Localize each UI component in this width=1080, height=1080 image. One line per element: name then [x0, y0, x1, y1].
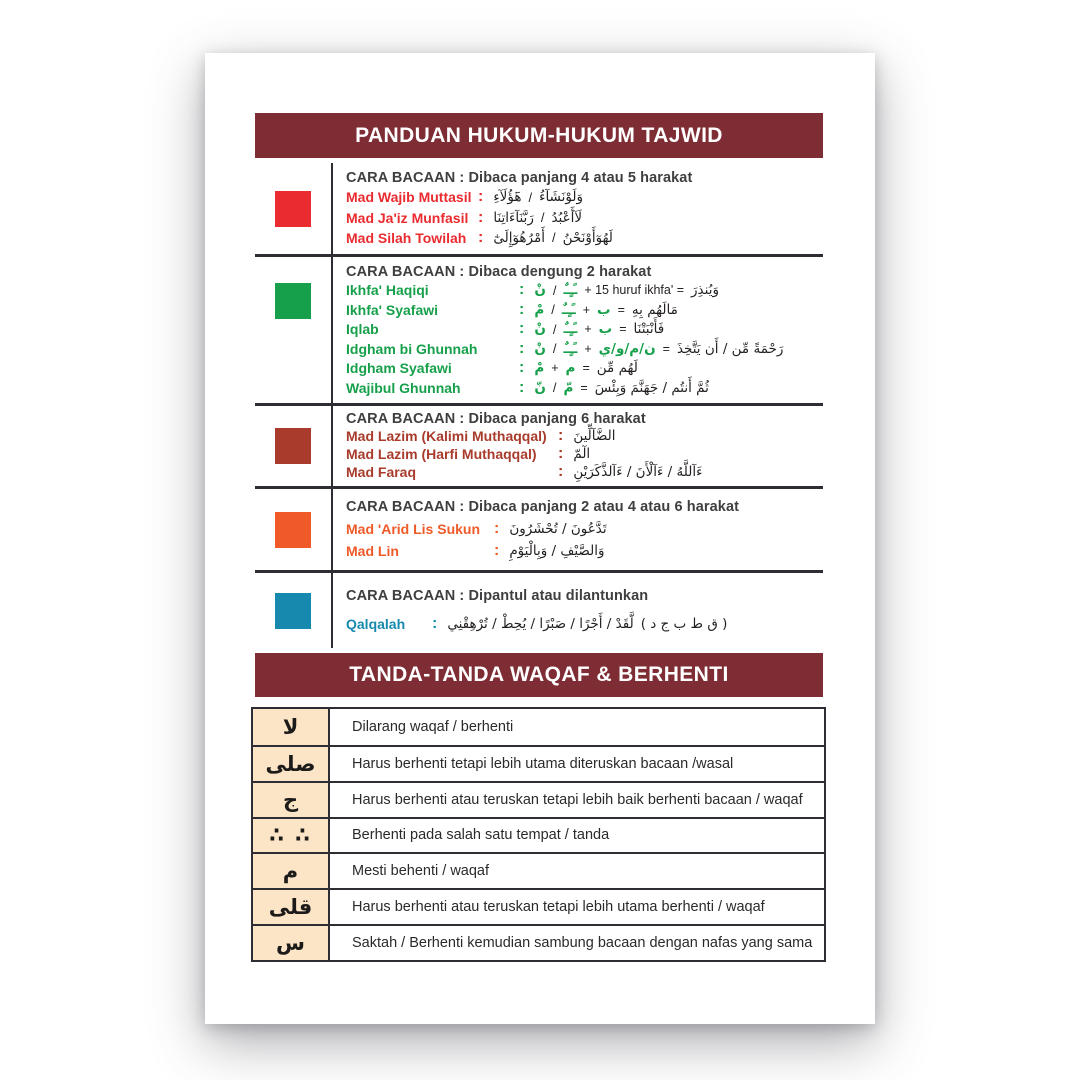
arabic-example: لَآأَعْبُدُ	[551, 209, 583, 226]
arabic-symbol: نّ	[534, 379, 546, 396]
formula-text: +	[551, 361, 559, 375]
formula-text: /	[551, 302, 555, 317]
rule-row	[346, 463, 823, 481]
panjang-2-4-6-color-swatch	[275, 512, 311, 548]
formula-text: /	[552, 282, 557, 298]
rule-row	[346, 209, 823, 227]
waqaf-sign-symbol: س	[253, 926, 330, 960]
waqaf-sign-meaning: Harus berhenti atau teruskan tetapi lebih utama berhenti / waqaf	[352, 899, 765, 916]
rule-label: Mad Silah Towilah	[346, 229, 467, 246]
waqaf-table-row	[253, 888, 824, 924]
formula-text: =	[619, 322, 627, 336]
color-swatch-cell	[255, 573, 331, 648]
rule-examples	[573, 446, 590, 462]
rule-colon: :	[519, 300, 525, 318]
arabic-example: الٓمّ	[573, 446, 591, 462]
arabic-symbol: ـًـٍـٌ	[561, 301, 576, 318]
arabic-symbol: ن/م/و/ي	[598, 340, 656, 357]
formula-text: /	[552, 321, 557, 337]
arabic-example: هَٓؤُلَآءِ	[493, 189, 522, 206]
rule-colon: :	[519, 320, 525, 337]
arabic-example: فَأَنْبَتْنَا	[633, 321, 665, 337]
waqaf-sign-symbol: صلى	[253, 747, 330, 781]
rule-examples	[534, 302, 678, 318]
rule-section-dengung-2	[255, 254, 823, 403]
arabic-example: وَيُنذِرَ	[691, 282, 719, 298]
waqaf-sign-symbol: ∴ ∴	[253, 819, 330, 853]
waqaf-table-row	[253, 781, 824, 817]
waqaf-sign-symbol: ج	[253, 783, 330, 817]
arabic-example: لَهُوٓأَوْنَحْنُ	[562, 229, 613, 246]
rule-examples	[447, 616, 727, 632]
rule-label: Idgham bi Ghunnah	[346, 340, 478, 357]
rule-examples	[534, 360, 638, 376]
formula-text: /	[552, 341, 557, 356]
rule-colon: :	[494, 542, 500, 560]
formula-text: + 15 huruf ikhfa' =	[584, 283, 685, 297]
rule-row	[346, 542, 823, 560]
rule-label: Mad Lazim (Harfi Muthaqqal)	[346, 446, 537, 462]
rule-row	[346, 281, 823, 299]
qalqalah-color-swatch	[275, 593, 311, 629]
rule-section-panjang-6	[255, 403, 823, 486]
formula-text: =	[580, 380, 588, 395]
waqaf-sign-meaning: Saktah / Berhenti kemudian sambung bacaan dengan nafas yang sama	[352, 935, 813, 952]
rule-examples	[493, 230, 613, 246]
waqaf-table-row	[253, 817, 824, 853]
arabic-symbol: مّ	[563, 379, 574, 396]
rule-examples	[534, 282, 719, 298]
arabic-example: مَالَهُم بِهِ	[631, 301, 678, 318]
arabic-example: ثُمَّ أَنتُم / جَهَنَّمَ وَبِئْسَ	[594, 379, 709, 396]
arabic-symbol: نْ	[534, 282, 546, 298]
arabic-example: لَّقَدْ / أَجْرًا / صَبْرًا / يُحِطْ / تُرْهِقْنِي	[447, 615, 634, 632]
tajwid-rules-list	[255, 163, 823, 648]
rule-section-panjang-4-5	[255, 163, 823, 254]
arabic-example: أَمْرُهُوٓإِلَىٰٓ	[493, 229, 545, 246]
section-content	[331, 257, 823, 403]
waqaf-sign-meaning: Harus berhenti atau teruskan tetapi lebih baik berhenti bacaan / waqaf	[352, 791, 803, 808]
tajwid-title-banner	[255, 113, 823, 158]
waqaf-sign-meaning: Harus berhenti tetapi lebih utama diteruskan bacaan /wasal	[352, 755, 734, 772]
arabic-example: وَالصَّيْفِ / وَبِالْيَوْمِ	[509, 543, 605, 560]
rule-examples	[534, 341, 783, 357]
color-swatch-cell	[255, 163, 331, 254]
rule-label: Mad Lin	[346, 543, 399, 560]
arabic-symbol: ب	[597, 301, 611, 318]
tajwid-title-text: PANDUAN HUKUM-HUKUM TAJWID	[355, 123, 723, 147]
rule-colon: :	[519, 339, 525, 357]
section-content	[331, 573, 823, 648]
rule-colon: :	[432, 614, 438, 632]
waqaf-sign-symbol: م	[253, 854, 330, 888]
rule-label: Mad Faraq	[346, 464, 417, 480]
arabic-symbol: ب	[598, 321, 613, 337]
arabic-example: ءَآللَّهُ / ءَآلْأَنَ / ءَآلذَّكَرَيْنِ	[573, 464, 703, 480]
section-content	[331, 489, 823, 570]
panjang-4-5-color-swatch	[275, 191, 311, 227]
rule-section-qalqalah	[255, 570, 823, 648]
formula-text: /	[540, 210, 545, 226]
formula-text: +	[584, 322, 592, 336]
arabic-symbol: نْ	[534, 340, 546, 357]
arabic-example: رَحْمَةً مِّن / أَن يَتَّخِذَ	[676, 340, 784, 357]
rule-label: Iqlab	[346, 321, 379, 337]
cara-bacaan-header: CARA BACAAN : Dibaca panjang 6 harakat	[346, 411, 646, 427]
rule-examples	[509, 521, 606, 537]
color-swatch-cell	[255, 257, 331, 403]
cara-bacaan-header: CARA BACAAN : Dibaca panjang 4 atau 5 harakat	[346, 170, 693, 187]
rule-examples	[509, 543, 604, 559]
waqaf-table-row	[253, 924, 824, 960]
rule-row	[346, 615, 823, 633]
rule-examples	[573, 428, 615, 444]
formula-text: /	[528, 189, 533, 205]
dengung-2-color-swatch	[275, 283, 311, 319]
rule-label: Ikhfa' Haqiqi	[346, 282, 429, 298]
section-content	[331, 163, 823, 254]
rule-row	[346, 188, 823, 206]
arabic-example: رَبَّنَآءَاتِنَا	[493, 209, 534, 226]
panjang-6-color-swatch	[275, 428, 311, 464]
formula-text: =	[617, 302, 625, 317]
waqaf-table-row	[253, 709, 824, 745]
rule-label: Mad Lazim (Kalimi Muthaqqal)	[346, 428, 547, 444]
tajwid-guide-page	[205, 53, 875, 1024]
rule-examples	[493, 210, 582, 226]
waqaf-title-banner	[255, 653, 823, 697]
cara-bacaan-header: CARA BACAAN : Dipantul atau dilantunkan	[346, 588, 649, 605]
rule-label: Qalqalah	[346, 615, 406, 632]
formula-text: +	[582, 302, 591, 317]
waqaf-table-row	[253, 852, 824, 888]
rule-row	[346, 301, 823, 319]
cara-bacaan-header: CARA BACAAN : Dibaca dengung 2 harakat	[346, 263, 652, 280]
formula-text: =	[662, 341, 670, 356]
rule-colon: :	[478, 188, 484, 206]
waqaf-signs-table	[251, 707, 826, 962]
color-swatch-cell	[255, 489, 331, 570]
rule-row	[346, 427, 823, 445]
rule-colon: :	[519, 281, 525, 298]
arabic-symbol: مْ	[534, 360, 545, 376]
rule-row	[346, 445, 823, 463]
rule-row	[346, 340, 823, 358]
rule-row	[346, 359, 823, 377]
rule-colon: :	[478, 228, 484, 246]
rule-colon: :	[558, 427, 564, 444]
arabic-example: الضَّآلِّينَ	[573, 428, 616, 444]
waqaf-sign-meaning: Dilarang waqaf / berhenti	[352, 718, 514, 735]
arabic-example: وَلَوْنَشَآءُ	[539, 189, 583, 206]
rule-row	[346, 229, 823, 247]
waqaf-sign-symbol: قلى	[253, 890, 330, 924]
rule-label: Ikhfa' Syafawi	[346, 301, 439, 318]
rule-label: Mad 'Arid Lis Sukun	[346, 520, 481, 537]
rule-colon: :	[494, 519, 500, 537]
rule-examples	[493, 189, 583, 205]
rule-section-panjang-2-4-6	[255, 486, 823, 570]
arabic-symbol: مْ	[534, 301, 545, 318]
rule-colon: :	[478, 208, 484, 226]
arabic-symbol: ـًـٍـٌ	[563, 340, 578, 357]
rule-row	[346, 379, 823, 397]
waqaf-title-text: TANDA-TANDA WAQAF & BERHENTI	[349, 663, 729, 686]
waqaf-sign-meaning: Mesti behenti / waqaf	[352, 863, 490, 880]
arabic-symbol: م	[565, 360, 576, 376]
arabic-symbol: ـًـٍـٌ	[563, 282, 578, 298]
rule-examples	[573, 464, 702, 480]
arabic-example: لَهُم مِّن	[596, 360, 638, 376]
rule-label: Mad Wajib Muttasil	[346, 189, 472, 206]
rule-label: Mad Ja'iz Munfasil	[346, 209, 469, 226]
arabic-symbol: ـًـٍـٌ	[563, 321, 578, 337]
waqaf-table-row	[253, 745, 824, 781]
rule-examples	[534, 321, 664, 337]
arabic-example: تَدَّعُونَ / تُحْشَرُونَ	[509, 520, 607, 537]
color-swatch-cell	[255, 406, 331, 486]
formula-text: /	[552, 380, 557, 395]
formula-text: +	[584, 341, 592, 356]
formula-text: =	[582, 361, 590, 375]
rule-colon: :	[558, 463, 564, 480]
rule-colon: :	[519, 359, 525, 376]
rule-label: Idgham Syafawi	[346, 360, 452, 376]
formula-text: /	[551, 230, 556, 246]
waqaf-sign-meaning: Berhenti pada salah satu tempat / tanda	[352, 827, 610, 844]
waqaf-sign-symbol: لا	[253, 709, 330, 745]
arabic-example: ( ق ط ب ج د )	[640, 615, 728, 632]
rule-label: Wajibul Ghunnah	[346, 379, 461, 396]
arabic-symbol: نْ	[534, 321, 546, 337]
rule-colon: :	[558, 445, 564, 462]
rule-examples	[534, 380, 709, 396]
rule-row	[346, 520, 823, 538]
rule-row	[346, 320, 823, 338]
cara-bacaan-header: CARA BACAAN : Dibaca panjang 2 atau 4 atau 6 harakat	[346, 498, 740, 515]
section-content	[331, 406, 823, 486]
rule-colon: :	[519, 378, 525, 396]
